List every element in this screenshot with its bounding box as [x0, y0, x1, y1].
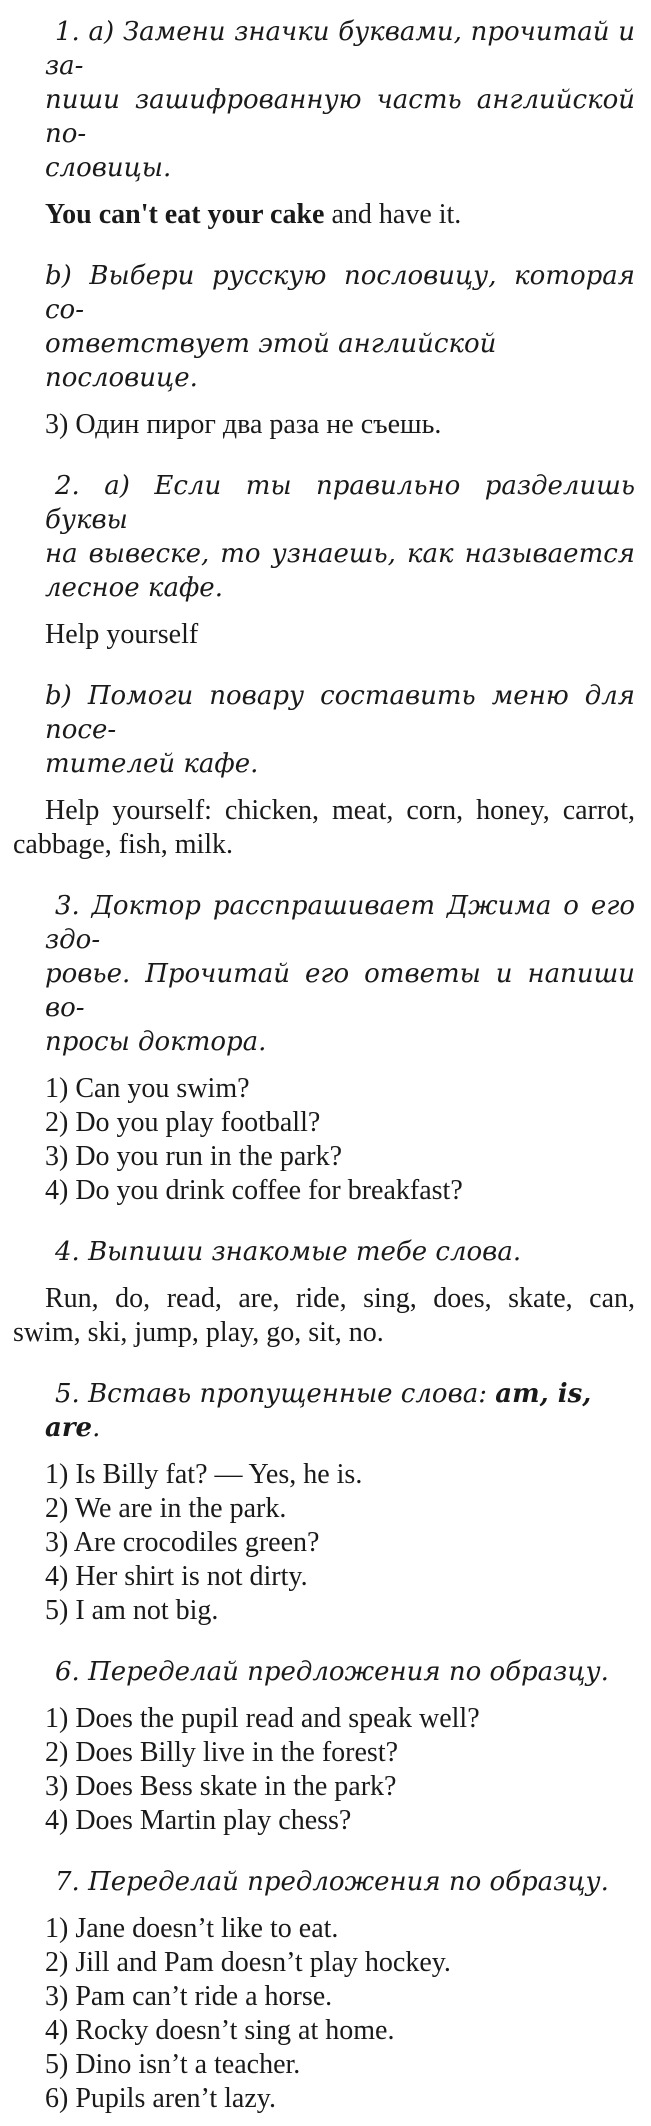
task-line: ровье. Прочитай его ответы и напиши во-: [45, 959, 635, 1023]
task-text: 5. Вставь пропущенные слова:: [55, 1379, 496, 1409]
exercise1-answer-b: [45, 408, 635, 442]
exercise2-answer-a: [45, 618, 635, 652]
task-line: лесное кафе.: [45, 573, 223, 603]
task-line: 7. Переделай предложения по образцу.: [55, 1867, 609, 1897]
list-item: 1) Jane doesn’t like to eat.: [45, 1913, 339, 1944]
list-item: 2) Jill and Pam doesn’t play hockey.: [45, 1947, 451, 1978]
exercise6-task: [45, 1655, 635, 1689]
list-item: 1) Is Billy fat? — Yes, he is.: [45, 1459, 363, 1490]
list-item: 6) Pupils aren’t lazy.: [45, 2083, 276, 2114]
task-line: b) Помоги повару составить меню для посе-: [45, 681, 635, 745]
task-line: 1. а) Замени значки буквами, прочитай и за-: [45, 17, 635, 81]
list-item: 4) Do you drink coffee for breakfast?: [45, 1175, 463, 1206]
list-item: 2) We are in the park.: [45, 1493, 287, 1524]
list-item: 4) Her shirt is not dirty.: [45, 1561, 308, 1592]
exercise3-answers: [45, 1072, 635, 1208]
answer-line: Help yourself: [45, 619, 199, 650]
exercise-4: [13, 1235, 635, 1350]
task-line: 3. Доктор расспрашивает Джима о его здо-: [45, 891, 635, 955]
exercise6-answers: [45, 1702, 635, 1838]
answer-bold-text: You can't eat your cake: [45, 199, 325, 230]
task-line: ответствует этой английской пословице.: [45, 329, 497, 393]
answer-line: cabbage, fish, milk.: [13, 829, 234, 860]
list-item: 1) Can you swim?: [45, 1073, 250, 1104]
exercise-5: [13, 1377, 635, 1628]
list-item: 4) Does Martin play chess?: [45, 1805, 352, 1836]
exercise1-task-b: [45, 259, 635, 395]
answer-line: Help yourself: chicken, meat, corn, honey, carrot,: [45, 795, 635, 826]
list-item: 3) Are crocodiles green?: [45, 1527, 320, 1558]
exercise1-task-a: [45, 15, 635, 185]
exercise-7: [13, 1865, 635, 2116]
list-item: 5) I am not big.: [45, 1595, 219, 1626]
exercise4-task: [45, 1235, 635, 1269]
list-item: 2) Do you play football?: [45, 1107, 321, 1138]
exercise4-answer: [13, 1282, 635, 1350]
task-line: словицы.: [45, 153, 172, 183]
exercise2-answer-b: [13, 794, 635, 862]
task-line: 6. Переделай предложения по образцу.: [55, 1657, 609, 1687]
answer-line: Run, do, read, are, ride, sing, does, skate, can,: [45, 1283, 635, 1314]
exercise7-answers: [45, 1912, 635, 2116]
task-keywords: am, is, are: [45, 1379, 592, 1443]
exercise-2: [13, 469, 635, 862]
list-item: 2) Does Billy live in the forest?: [45, 1737, 399, 1768]
exercise1-answer-a: [45, 198, 635, 232]
task-text: .: [92, 1413, 101, 1443]
task-line: просы доктора.: [45, 1027, 267, 1057]
task-line: 2. а) Если ты правильно разделишь буквы: [45, 471, 635, 535]
exercise-1: [13, 15, 635, 442]
exercise5-task: [45, 1377, 635, 1445]
exercise3-task: [45, 889, 635, 1059]
exercise5-answers: [45, 1458, 635, 1628]
answer-line: 3) Один пирог два раза не съешь.: [45, 409, 442, 440]
answer-line: swim, ski, jump, play, go, sit, no.: [13, 1317, 384, 1348]
task-line: пиши зашифрованную часть английской по-: [45, 85, 635, 149]
list-item: 5) Dino isn’t a teacher.: [45, 2049, 301, 2080]
exercise7-task: [45, 1865, 635, 1899]
list-item: 3) Pam can’t ride a horse.: [45, 1981, 333, 2012]
list-item: 1) Does the pupil read and speak well?: [45, 1703, 480, 1734]
task-line: b) Выбери русскую пословицу, которая со-: [45, 261, 635, 325]
list-item: 3) Does Bess skate in the park?: [45, 1771, 397, 1802]
exercise-3: [13, 889, 635, 1208]
exercise-6: [13, 1655, 635, 1838]
list-item: 4) Rocky doesn’t sing at home.: [45, 2015, 395, 2046]
task-line: [45, 1377, 635, 1445]
exercise2-task-b: [45, 679, 635, 781]
task-line: на вывеске, то узнаешь, как называется: [45, 539, 635, 569]
answer-plain-text: and have it.: [324, 199, 462, 230]
task-line: тителей кафе.: [45, 749, 259, 779]
list-item: 3) Do you run in the park?: [45, 1141, 343, 1172]
exercise2-task-a: [45, 469, 635, 605]
task-line: 4. Выпиши знакомые тебе слова.: [55, 1237, 522, 1267]
